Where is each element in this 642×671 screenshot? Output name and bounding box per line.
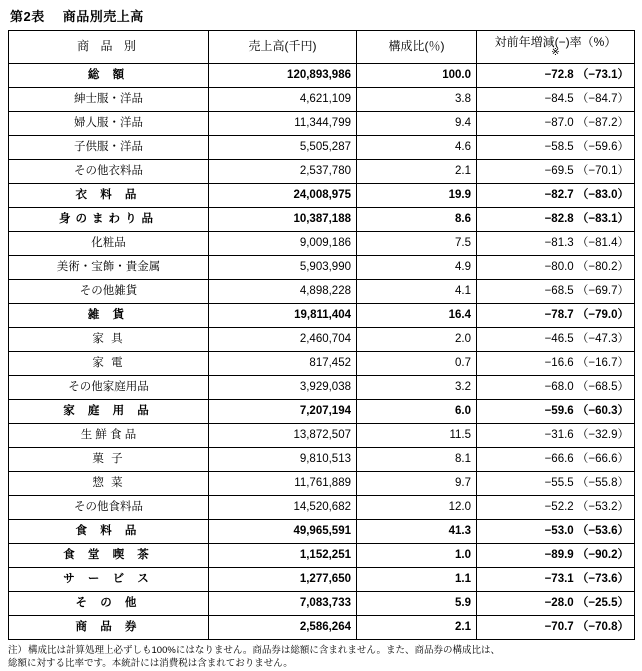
cell-yoy: −82.7 （−83.0） xyxy=(477,184,635,208)
cell-share: 3.8 xyxy=(357,88,477,112)
cell-amount: 13,872,507 xyxy=(209,424,357,448)
cell-share: 11.5 xyxy=(357,424,477,448)
cell-yoy: −46.5 （−47.3） xyxy=(477,328,635,352)
cell-category: 衣 料 品 xyxy=(9,184,209,208)
cell-yoy: −16.6 （−16.7） xyxy=(477,352,635,376)
cell-amount: 4,898,228 xyxy=(209,280,357,304)
cell-yoy: −28.0 （−25.5） xyxy=(477,592,635,616)
cell-yoy: −70.7 （−70.8） xyxy=(477,616,635,640)
page-title xyxy=(10,6,634,25)
cell-category: その他衣料品 xyxy=(9,160,209,184)
column-header-yoy-line1: 対前年増減(−)率（%） xyxy=(494,34,617,49)
cell-share: 12.0 xyxy=(357,496,477,520)
cell-category: 総 額 xyxy=(9,64,209,88)
table-row xyxy=(9,352,635,376)
note-line2: 総額に対する比率です。本統計には消費税は含まれておりません。 xyxy=(8,657,293,669)
cell-amount: 3,929,038 xyxy=(209,376,357,400)
cell-amount: 14,520,682 xyxy=(209,496,357,520)
table-row xyxy=(9,400,635,424)
cell-share: 3.2 xyxy=(357,376,477,400)
table-header-row xyxy=(9,31,635,64)
cell-amount: 5,903,990 xyxy=(209,256,357,280)
cell-category: 生 鮮 食 品 xyxy=(9,424,209,448)
cell-share: 2.1 xyxy=(357,160,477,184)
cell-category: 家 電 xyxy=(9,352,209,376)
cell-amount: 120,893,986 xyxy=(209,64,357,88)
cell-yoy: −53.0 （−53.6） xyxy=(477,520,635,544)
cell-yoy: −80.0 （−80.2） xyxy=(477,256,635,280)
cell-amount: 11,761,889 xyxy=(209,472,357,496)
cell-yoy: −52.2 （−53.2） xyxy=(477,496,635,520)
table-row xyxy=(9,88,635,112)
table-row xyxy=(9,520,635,544)
table-row xyxy=(9,472,635,496)
cell-amount: 1,152,251 xyxy=(209,544,357,568)
cell-amount: 9,810,513 xyxy=(209,448,357,472)
cell-amount: 4,621,109 xyxy=(209,88,357,112)
cell-category: 子供服・洋品 xyxy=(9,136,209,160)
table-body xyxy=(9,64,635,640)
table-row xyxy=(9,256,635,280)
cell-category: 家 具 xyxy=(9,328,209,352)
cell-yoy: −84.5 （−84.7） xyxy=(477,88,635,112)
table-row xyxy=(9,376,635,400)
cell-amount: 9,009,186 xyxy=(209,232,357,256)
table-row xyxy=(9,136,635,160)
cell-share: 1.1 xyxy=(357,568,477,592)
table-title-text: 商品別売上高 xyxy=(62,9,144,24)
cell-yoy: −73.1 （−73.6） xyxy=(477,568,635,592)
cell-share: 16.4 xyxy=(357,304,477,328)
cell-yoy: −72.8 （−73.1） xyxy=(477,64,635,88)
column-header-share: 構成比(％) xyxy=(357,31,477,64)
cell-share: 41.3 xyxy=(357,520,477,544)
note-lead: 注） xyxy=(8,645,28,656)
cell-share: 4.9 xyxy=(357,256,477,280)
cell-category: 身のまわり品 xyxy=(9,208,209,232)
table-row xyxy=(9,64,635,88)
cell-category: その他食料品 xyxy=(9,496,209,520)
cell-category: 菓 子 xyxy=(9,448,209,472)
cell-category: その他雑貨 xyxy=(9,280,209,304)
cell-yoy: −87.0 （−87.2） xyxy=(477,112,635,136)
table-row xyxy=(9,592,635,616)
table-row xyxy=(9,448,635,472)
cell-category: 雑 貨 xyxy=(9,304,209,328)
cell-category: そ の 他 xyxy=(9,592,209,616)
note-line1: 構成比は計算処理上必ずしも100%にはなりません。商品券は総額に含まれません。また、商品券の構成比は、 xyxy=(28,645,500,656)
cell-yoy: −58.5 （−59.6） xyxy=(477,136,635,160)
column-header-yoy-line2: ※ xyxy=(551,47,560,59)
cell-amount: 24,008,975 xyxy=(209,184,357,208)
cell-share: 7.5 xyxy=(357,232,477,256)
cell-category: 商 品 券 xyxy=(9,616,209,640)
cell-amount: 2,537,780 xyxy=(209,160,357,184)
sales-table xyxy=(8,30,635,640)
column-header-yoy xyxy=(477,31,635,64)
cell-category: その他家庭用品 xyxy=(9,376,209,400)
table-row xyxy=(9,208,635,232)
cell-yoy: −66.6 （−66.6） xyxy=(477,448,635,472)
cell-share: 4.6 xyxy=(357,136,477,160)
cell-yoy: −68.5 （−69.7） xyxy=(477,280,635,304)
cell-amount: 10,387,188 xyxy=(209,208,357,232)
cell-category: 美術・宝飾・貴金属 xyxy=(9,256,209,280)
cell-yoy: −78.7 （−79.0） xyxy=(477,304,635,328)
table-header xyxy=(9,31,635,64)
cell-amount: 7,207,194 xyxy=(209,400,357,424)
column-header-amount: 売上高(千円) xyxy=(209,31,357,64)
cell-share: 0.7 xyxy=(357,352,477,376)
table-row xyxy=(9,112,635,136)
cell-amount: 1,277,650 xyxy=(209,568,357,592)
column-header-category: 商 品 別 xyxy=(9,31,209,64)
cell-share: 9.7 xyxy=(357,472,477,496)
cell-category: サ ー ビ ス xyxy=(9,568,209,592)
table-row xyxy=(9,304,635,328)
cell-yoy: −69.5 （−70.1） xyxy=(477,160,635,184)
cell-share: 2.1 xyxy=(357,616,477,640)
table-row xyxy=(9,424,635,448)
cell-yoy: −89.9 （−90.2） xyxy=(477,544,635,568)
cell-category: 家 庭 用 品 xyxy=(9,400,209,424)
cell-amount: 817,452 xyxy=(209,352,357,376)
cell-category: 食 堂 喫 茶 xyxy=(9,544,209,568)
cell-yoy: −68.0 （−68.5） xyxy=(477,376,635,400)
table-number: 第2表 xyxy=(10,9,45,24)
table-row xyxy=(9,544,635,568)
table-row xyxy=(9,496,635,520)
cell-share: 5.9 xyxy=(357,592,477,616)
cell-amount: 11,344,799 xyxy=(209,112,357,136)
cell-share: 19.9 xyxy=(357,184,477,208)
cell-category: 食 料 品 xyxy=(9,520,209,544)
cell-share: 6.0 xyxy=(357,400,477,424)
cell-amount: 2,586,264 xyxy=(209,616,357,640)
table-row xyxy=(9,616,635,640)
cell-share: 100.0 xyxy=(357,64,477,88)
cell-share: 2.0 xyxy=(357,328,477,352)
cell-category: 惣 菜 xyxy=(9,472,209,496)
table-row xyxy=(9,232,635,256)
table-row xyxy=(9,568,635,592)
table-row xyxy=(9,184,635,208)
table-row xyxy=(9,160,635,184)
cell-share: 8.6 xyxy=(357,208,477,232)
cell-amount: 49,965,591 xyxy=(209,520,357,544)
cell-share: 4.1 xyxy=(357,280,477,304)
table-row xyxy=(9,328,635,352)
cell-amount: 5,505,287 xyxy=(209,136,357,160)
cell-share: 9.4 xyxy=(357,112,477,136)
cell-yoy: −59.6 （−60.3） xyxy=(477,400,635,424)
cell-yoy: −82.8 （−83.1） xyxy=(477,208,635,232)
cell-yoy: −81.3 （−81.4） xyxy=(477,232,635,256)
cell-share: 8.1 xyxy=(357,448,477,472)
cell-amount: 7,083,733 xyxy=(209,592,357,616)
cell-yoy: −55.5 （−55.8） xyxy=(477,472,635,496)
table-note xyxy=(8,645,634,671)
cell-amount: 19,811,404 xyxy=(209,304,357,328)
cell-share: 1.0 xyxy=(357,544,477,568)
cell-category: 紳士服・洋品 xyxy=(9,88,209,112)
cell-category: 婦人服・洋品 xyxy=(9,112,209,136)
cell-amount: 2,460,704 xyxy=(209,328,357,352)
table-row xyxy=(9,280,635,304)
cell-yoy: −31.6 （−32.9） xyxy=(477,424,635,448)
cell-category: 化粧品 xyxy=(9,232,209,256)
